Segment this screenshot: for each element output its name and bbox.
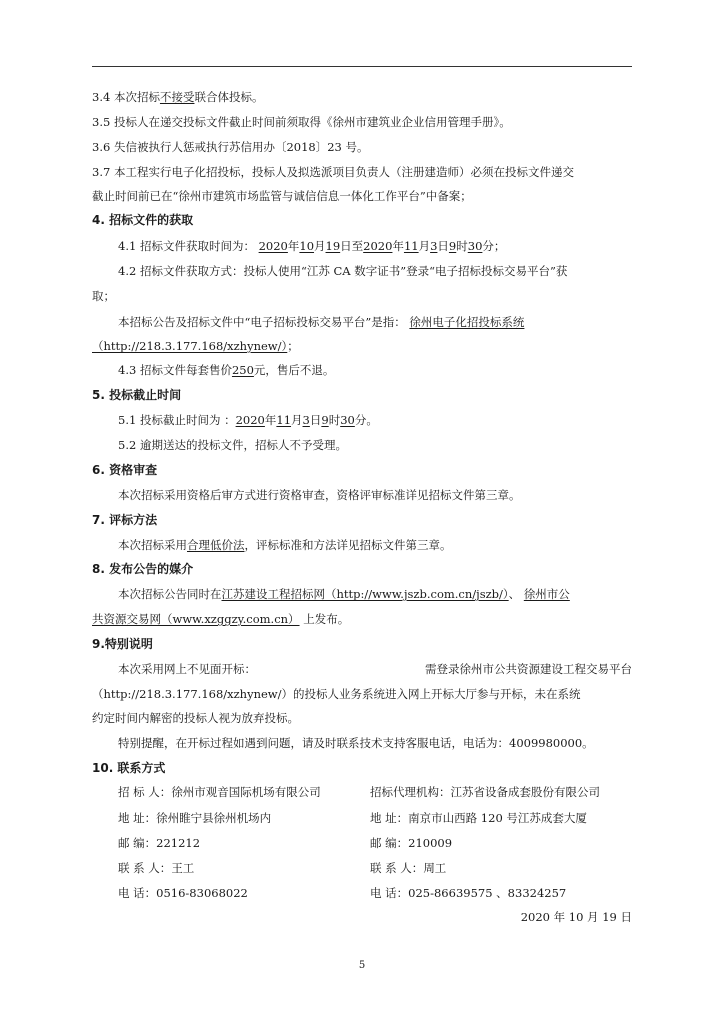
platform-url-link[interactable]: （http://218.3.177.168/xzhynew/）	[92, 339, 288, 353]
section-9-line1	[118, 661, 632, 677]
item-5-2: 5.2 逾期送达的投标文件，招标人不予受理。	[118, 438, 347, 452]
item-3-6: 3.6 失信被执行人惩戒执行苏信用办〔2018〕23 号。	[92, 140, 369, 154]
section-9-line1-b: 需登录徐州市公共资源建设工程交易平台	[425, 662, 632, 676]
contact-label: 联 系 人：	[118, 861, 172, 875]
deadline-year-unit: 年	[264, 413, 277, 427]
item-3-7-line2: 截止时间前已在“徐州市建筑市场监管与诚信信息一体化工作平台”中备案；	[92, 189, 472, 203]
contact-label: 招标代理机构：	[370, 785, 451, 799]
end-hour: 9	[448, 239, 457, 253]
deadline-month: 11	[276, 413, 292, 427]
deadline-month-unit: 月	[291, 413, 303, 427]
contact-left-0	[118, 784, 321, 800]
item-4-1-label: 4.1 招标文件获取时间为：	[118, 239, 255, 253]
platform-name-link[interactable]: 徐州电子化招投标系统	[409, 315, 525, 329]
contact-left-1	[118, 810, 271, 826]
evaluation-method: 合理低价法	[187, 538, 245, 552]
tenderer-phone: 0516-83068022	[156, 886, 248, 900]
item-5-1-label: 5.1 投标截止时间为 ：	[118, 413, 236, 427]
item-3-4	[92, 89, 263, 105]
contact-label: 联 系 人：	[370, 861, 424, 875]
section-4-heading: 4. 招标文件的获取	[92, 213, 194, 227]
start-year-unit: 年	[287, 239, 300, 253]
start-year: 2020	[258, 239, 288, 253]
section-9-hotline: 特别提醒，在开标过程如遇到问题，请及时联系技术支持客服电话，电话为：4009980000。	[118, 736, 594, 750]
item-5-1	[118, 412, 378, 428]
deadline-hour: 9	[321, 413, 329, 427]
end-year-unit: 年	[392, 239, 404, 253]
end-hour-unit: 时	[456, 239, 468, 253]
section-8-separator: 、	[508, 587, 521, 601]
agency-phone: 025-86639575 、83324257	[408, 886, 567, 900]
contact-right-1	[370, 810, 587, 826]
section-7-heading: 7. 评标方法	[92, 513, 158, 527]
end-day-unit: 日	[437, 239, 449, 253]
end-month-unit: 月	[418, 239, 431, 253]
deadline-year: 2020	[235, 413, 265, 427]
section-10-heading: 10. 联系方式	[92, 761, 166, 775]
end-minute-unit: 分；	[482, 239, 506, 253]
end-month: 11	[403, 239, 419, 253]
contact-label: 邮 编：	[118, 836, 157, 850]
contact-right-4	[370, 885, 566, 901]
contact-right-2	[370, 835, 452, 851]
item-3-4-suffix: 联合体投标。	[194, 90, 264, 104]
section-5-heading: 5. 投标截止时间	[92, 388, 182, 402]
item-4-2-line1: 4.2 招标文件获取方式：投标人使用“江苏 CA 数字证书”登录“电子招标投标交易平台”获	[118, 264, 568, 278]
section-7-prefix: 本次招标采用	[118, 538, 187, 552]
section-6-text: 本次招标采用资格后审方式进行资格审查，资格评审标准详见招标文件第三章。	[118, 488, 521, 502]
start-day: 19	[325, 239, 341, 253]
agency-name: 江苏省设备成套股份有限公司	[450, 785, 600, 799]
section-8-line2	[92, 611, 349, 627]
end-minute: 30	[467, 239, 483, 253]
contact-label: 电 话：	[118, 886, 157, 900]
section-8-line1	[118, 586, 570, 602]
tenderer-name: 徐州市观音国际机场有限公司	[171, 785, 321, 799]
section-7-text	[118, 537, 452, 553]
page-number: 5	[358, 960, 366, 971]
item-4-2-line2: 取；	[92, 289, 115, 303]
item-4-3-label: 4.3 招标文件每套售价	[118, 363, 232, 377]
tenderer-contact: 王工	[171, 861, 195, 875]
contact-label: 邮 编：	[370, 836, 409, 850]
xzggzy-site-link-part2[interactable]: 共资源交易网（www.xzggzy.com.cn）	[92, 612, 300, 626]
contact-left-4	[118, 885, 248, 901]
platform-definition-line2	[92, 338, 299, 354]
section-9-line2: （http://218.3.177.168/xzhynew/）的投标人业务系统进入网上开标大厅参与开标，未在系统	[92, 687, 581, 701]
section-9-line3: 约定时间内解密的投标人视为放弃投标。	[92, 711, 299, 725]
item-3-5: 3.5 投标人在递交投标文件截止时间前须取得《徐州市建筑业企业信用管理手册》。	[92, 115, 511, 129]
start-month-unit: 月	[314, 239, 326, 253]
deadline-day: 3	[302, 413, 310, 427]
end-year: 2020	[363, 239, 393, 253]
item-3-4-prefix: 3.4 本次招标	[92, 90, 160, 104]
platform-definition-end: ；	[287, 339, 299, 353]
deadline-minute-unit: 分。	[354, 413, 378, 427]
agency-postcode: 210009	[408, 836, 453, 850]
section-8-heading: 8. 发布公告的媒介	[92, 562, 194, 576]
deadline-hour-unit: 时	[328, 413, 341, 427]
section-8-prefix: 本次招标公告同时在	[118, 587, 222, 601]
item-4-3	[118, 362, 334, 378]
tenderer-address: 徐州睢宁县徐州机场内	[156, 811, 272, 825]
agency-address: 南京市山西路 120 号江苏成套大厦	[408, 811, 587, 825]
deadline-day-unit: 日	[309, 413, 322, 427]
section-6-heading: 6. 资格审查	[92, 463, 158, 477]
tenderer-postcode: 221212	[156, 836, 201, 850]
contact-label: 地 址：	[118, 811, 157, 825]
header-rule	[92, 66, 632, 67]
section-9-line1-a: 本次采用网上不见面开标：	[118, 662, 256, 676]
jszb-site-link[interactable]: 江苏建设工程招标网（http://www.jszb.com.cn/jszb/）	[221, 587, 509, 601]
contact-label: 招 标 人：	[118, 785, 172, 799]
notice-date: 2020 年 10 月 19 日	[520, 910, 632, 924]
contact-left-3	[118, 860, 194, 876]
deadline-minute: 30	[340, 413, 355, 427]
section-9-heading: 9.特别说明	[92, 637, 153, 651]
start-month: 10	[299, 239, 315, 253]
item-4-3-suffix: 元，售后不退。	[253, 363, 335, 377]
item-4-1	[118, 238, 505, 254]
end-day: 3	[430, 239, 438, 253]
xzggzy-site-link-part1[interactable]: 徐州市公	[523, 587, 570, 601]
contact-right-0	[370, 784, 600, 800]
document-price: 250	[231, 363, 254, 377]
contact-label: 地 址：	[370, 811, 409, 825]
platform-definition-line1	[118, 314, 524, 330]
contact-right-3	[370, 860, 446, 876]
section-7-suffix: ，评标标准和方法详见招标文件第三章。	[244, 538, 452, 552]
contact-left-2	[118, 835, 200, 851]
agency-contact: 周工	[423, 861, 447, 875]
platform-definition-prefix: 本招标公告及招标文件中“电子招标投标交易平台”是指：	[118, 315, 406, 329]
section-8-suffix: 上发布。	[303, 612, 350, 626]
item-3-7-line1: 3.7 本工程实行电子化招投标，投标人及拟选派项目负责人（注册建造师）必须在投标文件递交	[92, 165, 574, 179]
contact-label: 电 话：	[370, 886, 409, 900]
consortium-status: 不接受	[159, 90, 195, 104]
start-day-unit: 日至	[340, 239, 364, 253]
